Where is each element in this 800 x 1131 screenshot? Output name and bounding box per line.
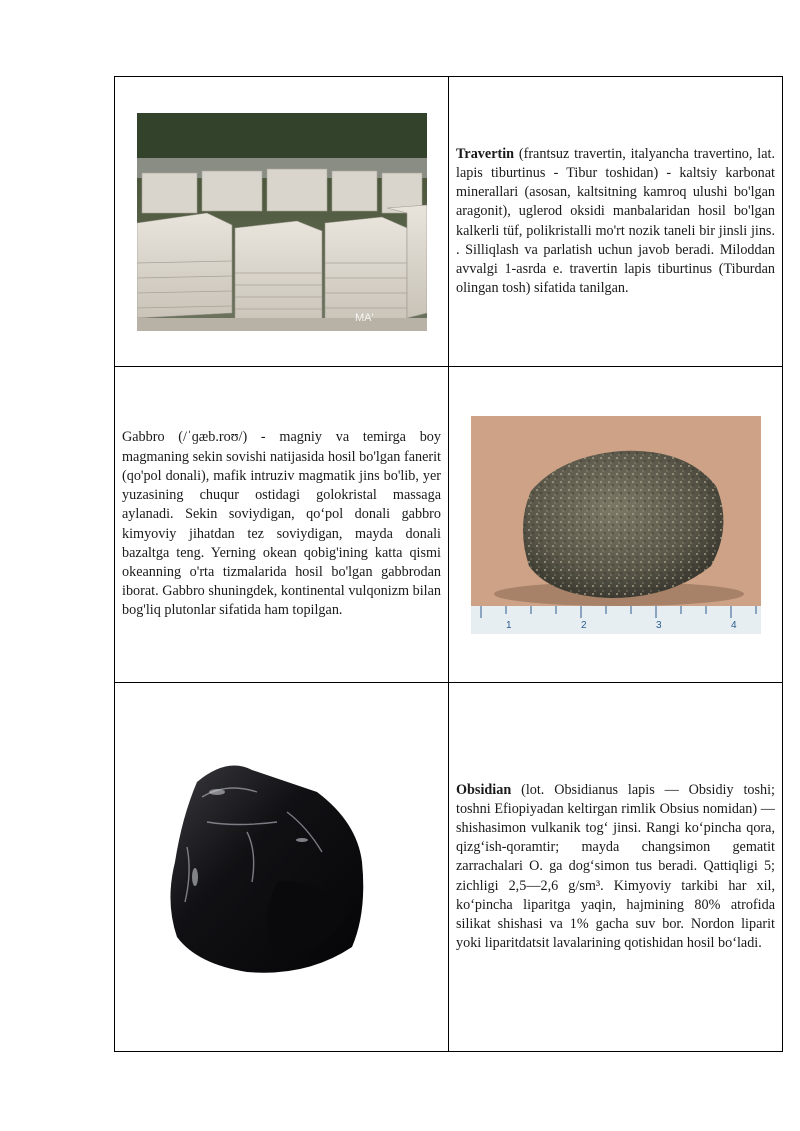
image-cell [115, 77, 449, 367]
term-obsidian: Obsidian [456, 781, 512, 798]
table-row-travertin [115, 77, 783, 367]
ruler-tick-2: 2 [580, 619, 587, 631]
gabbro-description: Gabbro (/ˈɡæb.roʊ/) - magniy va temirga boy magmaning sekin sovishi natijasida hosil bo'lgan fanerit (qo'pol donali), mafik intruziv magmatik jins bo'lib, yer yuzasining chuqur ostidagi golokristal massaga aylanadi. Sekin soviydigan, qo‘pol donali gabbro kimyoviy jihatdan tez soviydigan, mayda donali bazaltga teng. Yerning okean qobig'ining katta qismi okeanning o'rta tizmalarida hosil bo'lgan gabbrodan iborat. Gabbro shuningdek, kontinental vulqonizm bilan bog'liq plutonlar sifatida ham topilgan. [122, 429, 441, 619]
text-cell [115, 367, 449, 683]
image-cell [449, 367, 783, 683]
travertine-photo [137, 113, 427, 331]
ruler-tick-3: 3 [655, 619, 662, 631]
table-row-gabbro [115, 367, 783, 683]
gabbro-photo [471, 416, 761, 634]
travertin-description [456, 145, 775, 299]
ruler-tick-4: 4 [730, 619, 737, 631]
text-cell [449, 77, 783, 367]
watermark-text: MA' [354, 311, 374, 324]
travertin-text: (frantsuz travertin, italyancha travertino, lat. lapis tiburtinus - Tibur toshidan) - kaltsiy karbonat minerallari (asosan, kaltsitning kamroq ulushi bo'lgan aragonit), uglerod oksidi manbalaridan hosil bo'lgan kalkerli tüf, polikristalli mo'rt nozik taneli bir jinsli jins. . Silliqlash va parlatish uchun javob beradi. Miloddan avvalgi 1-asrda e. travertin lapis tiburtinus (Tiburdan olingan tosh) sifatida tanilgan. [456, 145, 775, 297]
ruler-tick-1: 1 [505, 619, 512, 631]
text-cell [449, 683, 783, 1052]
image-cell [115, 683, 449, 1052]
obsidian-photo [157, 752, 407, 982]
table-row-obsidian [115, 683, 783, 1052]
obsidian-description [456, 781, 775, 954]
term-travertin: Travertin [456, 145, 515, 162]
obsidian-text: (lot. Obsidianus lapis — Obsidiy toshi; toshni Efiopiyadan keltirgan rimlik Obsius nomidan) — shishasimon vulkanik tog‘ jinsi. Rangi ko‘pincha qora, qizg‘ish-qoramtir; mayda changsimon gematit zarrachalari O. ga dog‘simon tus beradi. Qattiqligi 5; zichligi 2,5—2,6 g/sm³. Kimyoviy tarkibi har xil, ko‘pincha liparitga yaqin, hajmining 80% atrofida silikat shishasi va 1% gacha suv bor. Nordon liparit yoki liparitdatsit lavalarining qotishidan hosil bo‘ladi. [456, 781, 775, 952]
content-table [114, 76, 783, 1052]
